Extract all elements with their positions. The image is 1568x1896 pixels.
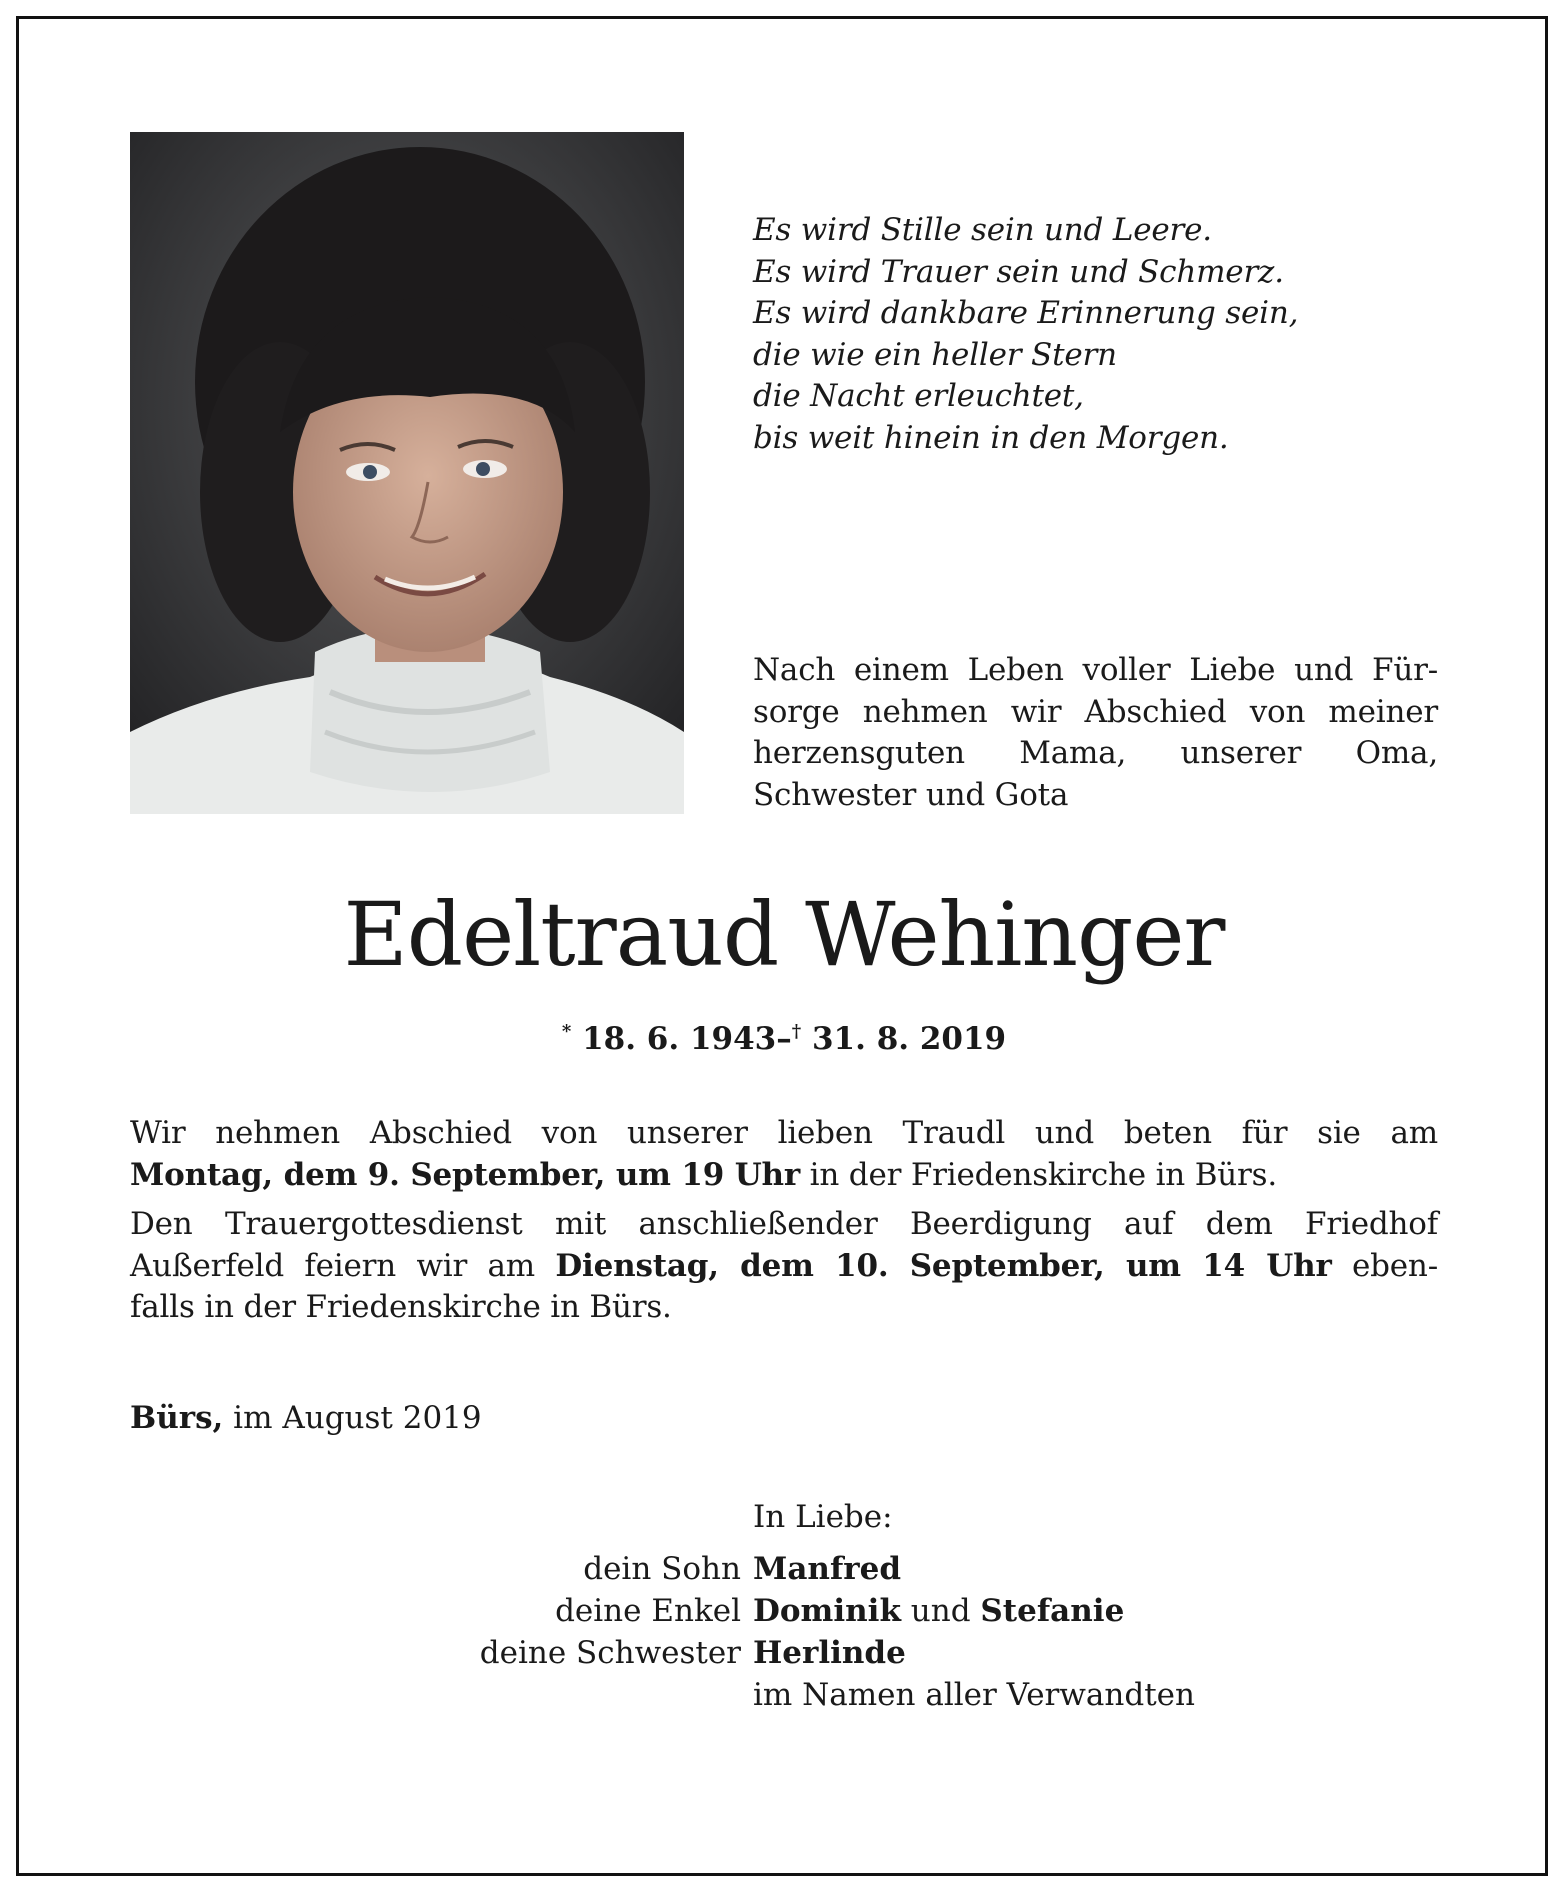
poem-line: die Nacht erleuchtet, (753, 378, 1084, 414)
body-line (130, 1246, 1438, 1288)
signature-grandchildren (753, 1591, 1124, 1633)
service-details (130, 1113, 1438, 1329)
body-line (130, 1155, 1438, 1197)
portrait-photo (130, 132, 684, 814)
deceased-name: Edeltraud Wehinger (343, 883, 1225, 986)
signature-son (753, 1549, 901, 1591)
intro-line: Nach einem Leben voller Liebe und Für- (753, 652, 1438, 688)
signature-closing: im Namen aller Verwandten (753, 1677, 1195, 1713)
body-text: in der Friedenskirche in Bürs. (800, 1156, 1278, 1193)
poem-line: Es wird Trauer sein und Schmerz. (753, 253, 1284, 290)
poem-line: die wie ein heller Stern (753, 336, 1117, 373)
place-date (130, 1398, 482, 1440)
body-text: eben- (1331, 1247, 1438, 1284)
poem (753, 210, 1298, 459)
mourner-name: Herlinde (753, 1635, 906, 1671)
intro-line: sorge nehmen wir Abschied von meiner (753, 693, 1438, 730)
relation-son: dein Sohn (583, 1551, 741, 1587)
poem-line: Es wird Stille sein und Leere. (753, 212, 1212, 248)
relation-sister: deine Schwester (479, 1635, 741, 1671)
intro-line: herzensguten Mama, unserer Oma, (753, 735, 1438, 771)
funeral-datetime: Dienstag, dem 10. September, um 14 Uhr (555, 1247, 1332, 1284)
mourner-name: Stefanie (980, 1593, 1125, 1629)
signature-sister (753, 1633, 906, 1675)
mourner-name: Manfred (753, 1551, 902, 1587)
intro-line: Schwester und Gota (753, 776, 1069, 813)
relation-grandchildren: deine Enkel (555, 1593, 741, 1629)
body-line: Wir nehmen Abschied von unserer lieben Traudl und beten für sie am (130, 1115, 1438, 1151)
mourner-name: Dominik (753, 1593, 901, 1629)
place-month: im August 2019 (223, 1400, 482, 1436)
body-text: Außerfeld feiern wir am (130, 1247, 556, 1284)
place-town: Bürs, (130, 1400, 224, 1436)
death-symbol: † (791, 1021, 802, 1042)
birth-date: 18. 6. 1943 (582, 1021, 777, 1057)
intro-text (753, 650, 1438, 816)
birth-symbol: * (561, 1021, 572, 1042)
body-line: falls in der Friedenskirche in Bürs. (130, 1289, 672, 1325)
prayer-datetime: Montag, dem 9. September, um 19 Uhr (130, 1156, 801, 1193)
body-line: Den Trauergottesdienst mit anschließender Beerdigung auf dem Friedhof (130, 1206, 1438, 1242)
poem-line: Es wird dankbare Erinnerung sein, (753, 295, 1299, 331)
signature-label: In Liebe: (753, 1499, 893, 1535)
death-date: 31. 8. 2019 (811, 1021, 1007, 1057)
date-dash: – (776, 1021, 792, 1057)
name-connector: und (900, 1593, 981, 1629)
poem-line: bis weit hinein in den Morgen. (753, 419, 1229, 456)
life-dates (0, 1012, 1568, 1059)
